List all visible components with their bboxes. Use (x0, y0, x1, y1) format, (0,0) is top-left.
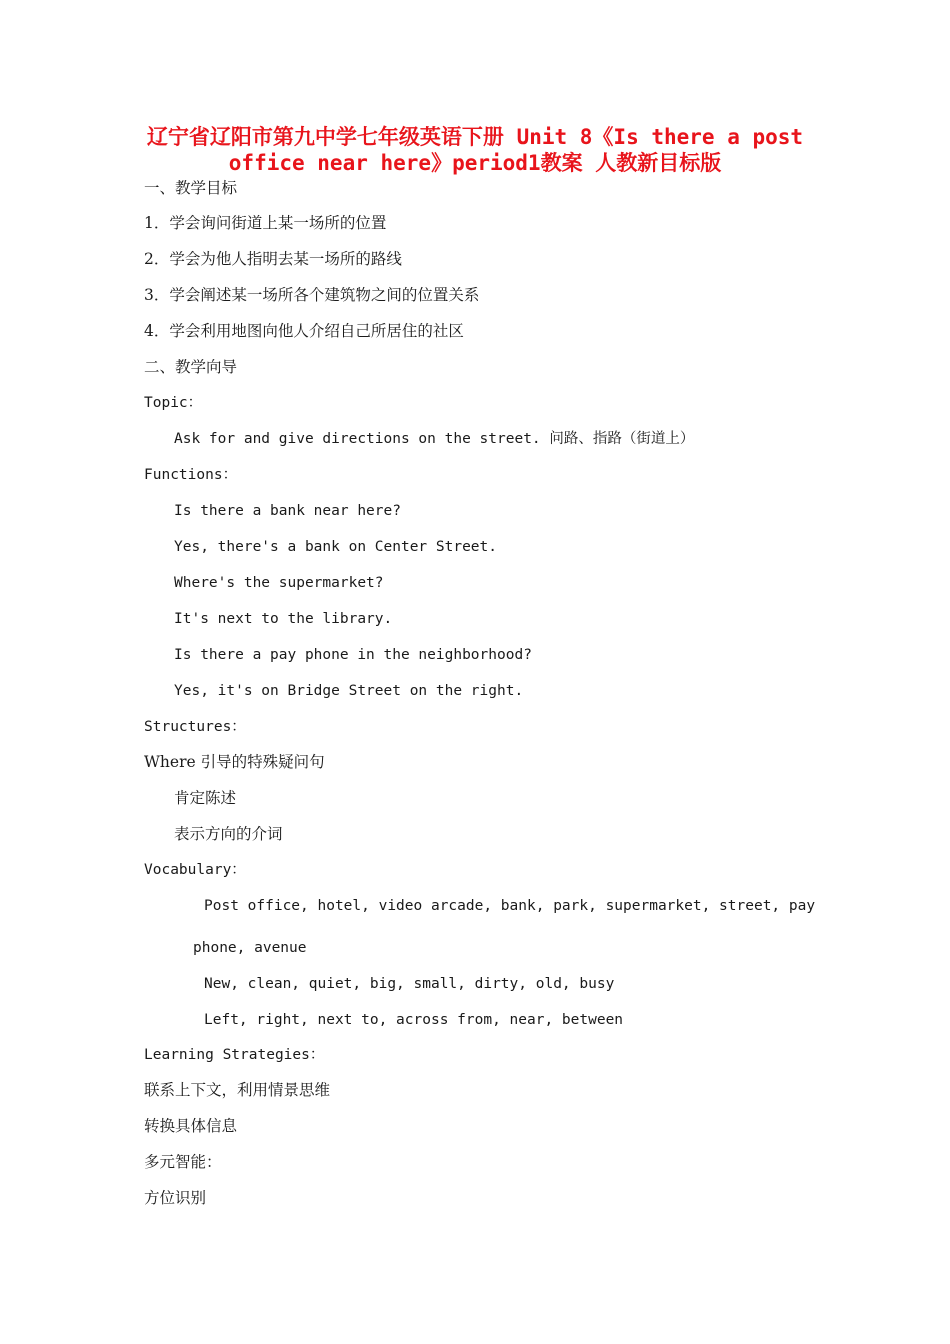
intelligence-item: 方位识别 (144, 1189, 207, 1207)
topic-text: Ask for and give directions on the street. 问路、指路（街道上） (174, 431, 695, 447)
function-sentence: Is there a bank near here? (174, 503, 401, 519)
vocabulary-label: Vocabulary： (144, 862, 246, 878)
section-heading-guide: 二、教学向导 (144, 358, 238, 376)
function-sentence: Yes, it's on Bridge Street on the right. (174, 683, 524, 699)
title-line-2: office near here》period1教案 人教新目标版 (228, 151, 722, 175)
objective-item: 4．学会利用地图向他人介绍自己所居住的社区 (144, 322, 464, 340)
function-sentence: It's next to the library. (174, 611, 393, 627)
structure-item: 表示方向的介词 (174, 825, 283, 843)
vocabulary-places: Post office, hotel, video arcade, bank, park, supermarket, street, pay (204, 898, 816, 914)
function-sentence: Yes, there's a bank on Center Street. (174, 539, 498, 555)
vocabulary-prepositions: Left, right, next to, across from, near, between (204, 1012, 624, 1028)
document-title (0, 124, 950, 176)
vocabulary-adjectives: New, clean, quiet, big, small, dirty, old, busy (204, 976, 615, 992)
function-sentence: Where's the supermarket? (174, 575, 384, 591)
strategy-item: 转换具体信息 (144, 1117, 238, 1135)
section-heading-objectives: 一、教学目标 (144, 179, 238, 197)
objective-item: 2．学会为他人指明去某一场所的路线 (144, 250, 402, 268)
structures-label: Structures： (144, 719, 246, 735)
vocabulary-places-cont: phone, avenue (193, 940, 307, 956)
objective-item: 3．学会阐述某一场所各个建筑物之间的位置关系 (144, 286, 480, 304)
title-line-1: 辽宁省辽阳市第九中学七年级英语下册 Unit 8《Is there a post (146, 125, 804, 149)
structure-item: 肯定陈述 (174, 789, 237, 807)
strategy-item: 联系上下文，利用情景思维 (144, 1081, 331, 1099)
objective-item: 1．学会询问街道上某一场所的位置 (144, 214, 387, 232)
function-sentence: Is there a pay phone in the neighborhood? (174, 647, 532, 663)
functions-label: Functions： (144, 467, 238, 483)
topic-label: Topic： (144, 395, 203, 411)
strategies-label: Learning Strategies： (144, 1047, 325, 1063)
structure-item: Where 引导的特殊疑问句 (144, 753, 325, 771)
intelligence-label: 多元智能： (144, 1153, 222, 1171)
